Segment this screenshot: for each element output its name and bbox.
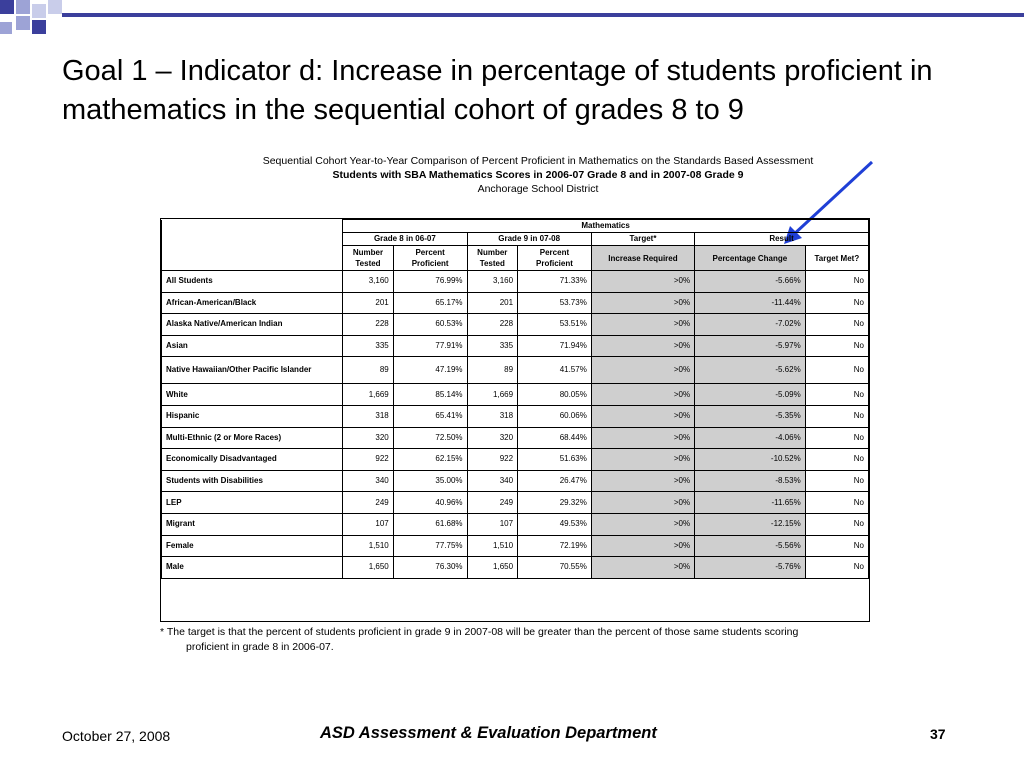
row-percentage-change: -5.62% — [695, 357, 806, 384]
row-group: All Students — [162, 271, 343, 293]
table-row — [162, 535, 869, 557]
row-g9-percent-proficient: 26.47% — [518, 470, 592, 492]
row-percentage-change: -12.15% — [695, 513, 806, 535]
caption-line-1: Sequential Cohort Year-to-Year Comparison of Percent Proficient in Mathematics on the Standards Based Assessment — [262, 155, 814, 167]
slide-title: Goal 1 – Indicator d: Increase in percentage of students proficient in mathematics in the sequential cohort of grades 8 to 9 — [62, 55, 933, 126]
table-row — [162, 492, 869, 514]
row-target-met: No — [805, 535, 868, 557]
row-g8-percent-proficient: 60.53% — [393, 314, 467, 336]
corner-square-3 — [32, 4, 46, 18]
row-percentage-change: -5.66% — [695, 271, 806, 293]
row-target-met: No — [805, 271, 868, 293]
row-g8-number-tested: 201 — [343, 292, 394, 314]
group-header-grade8: Grade 8 in 06-07 — [343, 233, 467, 246]
col-header-g9-percent-proficient: Percent Proficient — [518, 246, 592, 271]
row-g9-number-tested: 107 — [467, 513, 518, 535]
footer-date: October 27, 2008 — [62, 728, 171, 744]
results-table-frame — [160, 218, 870, 622]
row-g9-percent-proficient: 60.06% — [518, 405, 592, 427]
row-g9-percent-proficient: 70.55% — [518, 557, 592, 579]
row-group: White — [162, 384, 343, 406]
row-target-met: No — [805, 470, 868, 492]
row-group: Female — [162, 535, 343, 557]
row-target-met: No — [805, 384, 868, 406]
row-g9-percent-proficient: 51.63% — [518, 449, 592, 471]
row-g9-number-tested: 3,160 — [467, 271, 518, 293]
row-g9-number-tested: 1,669 — [467, 384, 518, 406]
row-increase-required: >0% — [591, 335, 694, 357]
col-header-g8-number-tested: Number Tested — [343, 246, 394, 271]
row-g9-percent-proficient: 72.19% — [518, 535, 592, 557]
table-row — [162, 357, 869, 384]
row-increase-required: >0% — [591, 384, 694, 406]
row-g8-number-tested: 320 — [343, 427, 394, 449]
row-percentage-change: -4.06% — [695, 427, 806, 449]
row-percentage-change: -10.52% — [695, 449, 806, 471]
table-row — [162, 513, 869, 535]
row-g9-number-tested: 1,510 — [467, 535, 518, 557]
row-group: Economically Disadvantaged — [162, 449, 343, 471]
col-header-g9-number-tested: Number Tested — [467, 246, 518, 271]
table-row — [162, 292, 869, 314]
row-g9-percent-proficient: 29.32% — [518, 492, 592, 514]
row-g8-percent-proficient: 40.96% — [393, 492, 467, 514]
caption-line-2: Students with SBA Mathematics Scores in 2006-07 Grade 8 and in 2007-08 Grade 9 — [332, 169, 744, 181]
row-g8-percent-proficient: 85.14% — [393, 384, 467, 406]
row-percentage-change: -5.56% — [695, 535, 806, 557]
row-g8-number-tested: 228 — [343, 314, 394, 336]
row-g9-percent-proficient: 68.44% — [518, 427, 592, 449]
row-g8-number-tested: 107 — [343, 513, 394, 535]
row-g8-number-tested: 89 — [343, 357, 394, 384]
row-g8-number-tested: 1,510 — [343, 535, 394, 557]
row-group: LEP — [162, 492, 343, 514]
row-target-met: No — [805, 492, 868, 514]
row-percentage-change: -5.35% — [695, 405, 806, 427]
row-g9-percent-proficient: 53.51% — [518, 314, 592, 336]
top-rule — [62, 13, 1024, 17]
caption-line-3: Anchorage School District — [477, 183, 599, 195]
row-percentage-change: -7.02% — [695, 314, 806, 336]
table-row — [162, 314, 869, 336]
row-g8-percent-proficient: 35.00% — [393, 470, 467, 492]
corner-square-7 — [0, 22, 12, 34]
row-g9-number-tested: 1,650 — [467, 557, 518, 579]
row-target-met: No — [805, 292, 868, 314]
row-target-met: No — [805, 513, 868, 535]
row-g8-percent-proficient: 77.75% — [393, 535, 467, 557]
row-g9-percent-proficient: 41.57% — [518, 357, 592, 384]
row-g8-percent-proficient: 65.17% — [393, 292, 467, 314]
table-row — [162, 271, 869, 293]
corner-square-5 — [32, 20, 46, 34]
table-row — [162, 449, 869, 471]
corner-square-4 — [16, 16, 30, 30]
row-increase-required: >0% — [591, 470, 694, 492]
row-percentage-change: -11.65% — [695, 492, 806, 514]
table-row — [162, 384, 869, 406]
row-target-met: No — [805, 314, 868, 336]
row-g9-number-tested: 320 — [467, 427, 518, 449]
table-row — [162, 427, 869, 449]
row-g9-number-tested: 89 — [467, 357, 518, 384]
table-body — [162, 271, 869, 579]
col-header-g8-percent-proficient: Percent Proficient — [393, 246, 467, 271]
group-header-target: Target* — [591, 233, 694, 246]
subject-header: Mathematics — [343, 220, 869, 233]
row-increase-required: >0% — [591, 492, 694, 514]
table-row — [162, 470, 869, 492]
row-g8-percent-proficient: 76.30% — [393, 557, 467, 579]
row-g8-percent-proficient: 77.91% — [393, 335, 467, 357]
row-g8-number-tested: 1,650 — [343, 557, 394, 579]
row-percentage-change: -8.53% — [695, 470, 806, 492]
row-group: Migrant — [162, 513, 343, 535]
row-g9-percent-proficient: 53.73% — [518, 292, 592, 314]
row-g8-percent-proficient: 61.68% — [393, 513, 467, 535]
row-group: Multi-Ethnic (2 or More Races) — [162, 427, 343, 449]
row-increase-required: >0% — [591, 405, 694, 427]
row-percentage-change: -11.44% — [695, 292, 806, 314]
col-header-increase-required: Increase Required — [591, 246, 694, 271]
row-increase-required: >0% — [591, 357, 694, 384]
row-percentage-change: -5.09% — [695, 384, 806, 406]
footnote-line-1: * The target is that the percent of students proficient in grade 9 in 2007-08 will be greater than the percent of those same students scoring — [160, 626, 799, 638]
row-percentage-change: -5.76% — [695, 557, 806, 579]
group-header-grade9: Grade 9 in 07-08 — [467, 233, 591, 246]
row-g8-number-tested: 1,669 — [343, 384, 394, 406]
corner-square-2 — [16, 0, 30, 14]
results-table — [161, 219, 869, 579]
row-g9-number-tested: 335 — [467, 335, 518, 357]
row-g8-percent-proficient: 76.99% — [393, 271, 467, 293]
footnote-line-2: proficient in grade 8 in 2006-07. — [186, 641, 334, 653]
row-group: Alaska Native/American Indian — [162, 314, 343, 336]
row-g9-number-tested: 318 — [467, 405, 518, 427]
row-g9-number-tested: 922 — [467, 449, 518, 471]
row-increase-required: >0% — [591, 314, 694, 336]
row-percentage-change: -5.97% — [695, 335, 806, 357]
row-target-met: No — [805, 557, 868, 579]
row-increase-required: >0% — [591, 513, 694, 535]
table-row — [162, 335, 869, 357]
corner-square-1 — [0, 0, 14, 14]
row-g8-percent-proficient: 65.41% — [393, 405, 467, 427]
row-group: Native Hawaiian/Other Pacific Islander — [162, 357, 343, 384]
row-g9-percent-proficient: 71.94% — [518, 335, 592, 357]
row-g9-percent-proficient: 71.33% — [518, 271, 592, 293]
col-header-target-met: Target Met? — [805, 246, 868, 271]
row-increase-required: >0% — [591, 449, 694, 471]
row-group: African-American/Black — [162, 292, 343, 314]
footer-department: ASD Assessment & Evaluation Department — [320, 724, 657, 742]
footnote — [160, 625, 900, 655]
row-g9-number-tested: 249 — [467, 492, 518, 514]
row-increase-required: >0% — [591, 427, 694, 449]
row-g8-number-tested: 922 — [343, 449, 394, 471]
row-g8-number-tested: 249 — [343, 492, 394, 514]
row-group: Male — [162, 557, 343, 579]
row-target-met: No — [805, 449, 868, 471]
col-header-percentage-change: Percentage Change — [695, 246, 806, 271]
row-g9-percent-proficient: 80.05% — [518, 384, 592, 406]
row-target-met: No — [805, 427, 868, 449]
row-g9-percent-proficient: 49.53% — [518, 513, 592, 535]
group-header-result: Result — [695, 233, 869, 246]
row-g8-number-tested: 340 — [343, 470, 394, 492]
corner-square-6 — [48, 0, 62, 14]
row-g8-percent-proficient: 47.19% — [393, 357, 467, 384]
row-increase-required: >0% — [591, 292, 694, 314]
row-g8-percent-proficient: 72.50% — [393, 427, 467, 449]
row-increase-required: >0% — [591, 271, 694, 293]
row-g8-number-tested: 335 — [343, 335, 394, 357]
row-g9-number-tested: 228 — [467, 314, 518, 336]
row-g8-percent-proficient: 62.15% — [393, 449, 467, 471]
row-g9-number-tested: 201 — [467, 292, 518, 314]
row-increase-required: >0% — [591, 557, 694, 579]
row-group: Asian — [162, 335, 343, 357]
table-row — [162, 405, 869, 427]
page-number: 37 — [930, 726, 946, 742]
row-target-met: No — [805, 405, 868, 427]
row-g8-number-tested: 3,160 — [343, 271, 394, 293]
table-row — [162, 557, 869, 579]
row-target-met: No — [805, 357, 868, 384]
row-group: Hispanic — [162, 405, 343, 427]
row-g9-number-tested: 340 — [467, 470, 518, 492]
row-group: Students with Disabilities — [162, 470, 343, 492]
row-increase-required: >0% — [591, 535, 694, 557]
row-g8-number-tested: 318 — [343, 405, 394, 427]
row-target-met: No — [805, 335, 868, 357]
